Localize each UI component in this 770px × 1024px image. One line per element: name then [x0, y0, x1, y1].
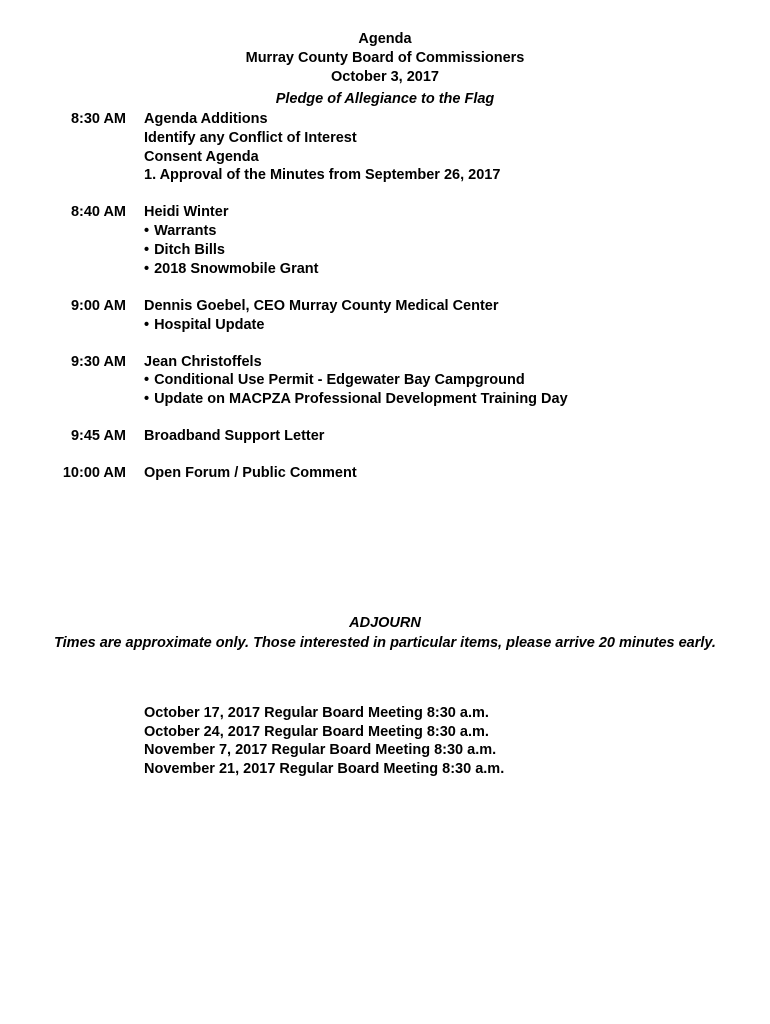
bullet-item: • Hospital Update	[144, 316, 264, 335]
agenda-line: Consent Agenda	[144, 149, 259, 165]
upcoming-meeting: October 17, 2017 Regular Board Meeting 8:30 a.m.	[144, 705, 489, 721]
upcoming-meeting: November 21, 2017 Regular Board Meeting 8:30 a.m.	[144, 761, 505, 777]
bullet-item: • Update on MACPZA Professional Development Training Day	[144, 390, 568, 409]
board-name: Murray County Board of Commissioners	[245, 50, 525, 66]
time-0900: 9:00 AM	[70, 298, 126, 314]
meeting-date: October 3, 2017	[331, 69, 439, 85]
bullet-item: • Ditch Bills	[144, 241, 225, 260]
bullet-item: • Warrants	[144, 222, 216, 241]
agenda-title: Agenda	[358, 31, 412, 47]
presenter-jean-christoffels: Jean Christoffels	[144, 354, 262, 370]
presenter-dennis-goebel: Dennis Goebel, CEO Murray County Medical Center	[144, 298, 499, 314]
bullet-item: • 2018 Snowmobile Grant	[144, 260, 318, 279]
upcoming-meeting: October 24, 2017 Regular Board Meeting 8:30 a.m.	[144, 724, 489, 740]
agenda-line: Open Forum / Public Comment	[144, 465, 357, 481]
agenda-line: Identify any Conflict of Interest	[144, 130, 357, 146]
adjourn-label: ADJOURN	[349, 615, 421, 631]
agenda-line: 1. Approval of the Minutes from September 26, 2017	[144, 167, 501, 183]
times-note: Times are approximate only. Those interested in particular items, please arrive 20 minutes early.	[54, 635, 716, 651]
agenda-line: Broadband Support Letter	[144, 428, 325, 444]
time-0930: 9:30 AM	[70, 354, 126, 370]
time-0945: 9:45 AM	[70, 428, 126, 444]
presenter-heidi-winter: Heidi Winter	[144, 204, 229, 220]
time-1000: 10:00 AM	[62, 465, 126, 481]
pledge-text: Pledge of Allegiance to the Flag	[275, 91, 495, 107]
agenda-line: Agenda Additions	[144, 111, 268, 127]
bullet-item: • Conditional Use Permit - Edgewater Bay Campground	[144, 371, 525, 390]
pledge-line	[0, 90, 770, 109]
upcoming-meeting: November 7, 2017 Regular Board Meeting 8:30 a.m.	[144, 742, 497, 758]
time-0840: 8:40 AM	[70, 204, 126, 220]
time-0830: 8:30 AM	[70, 111, 126, 127]
